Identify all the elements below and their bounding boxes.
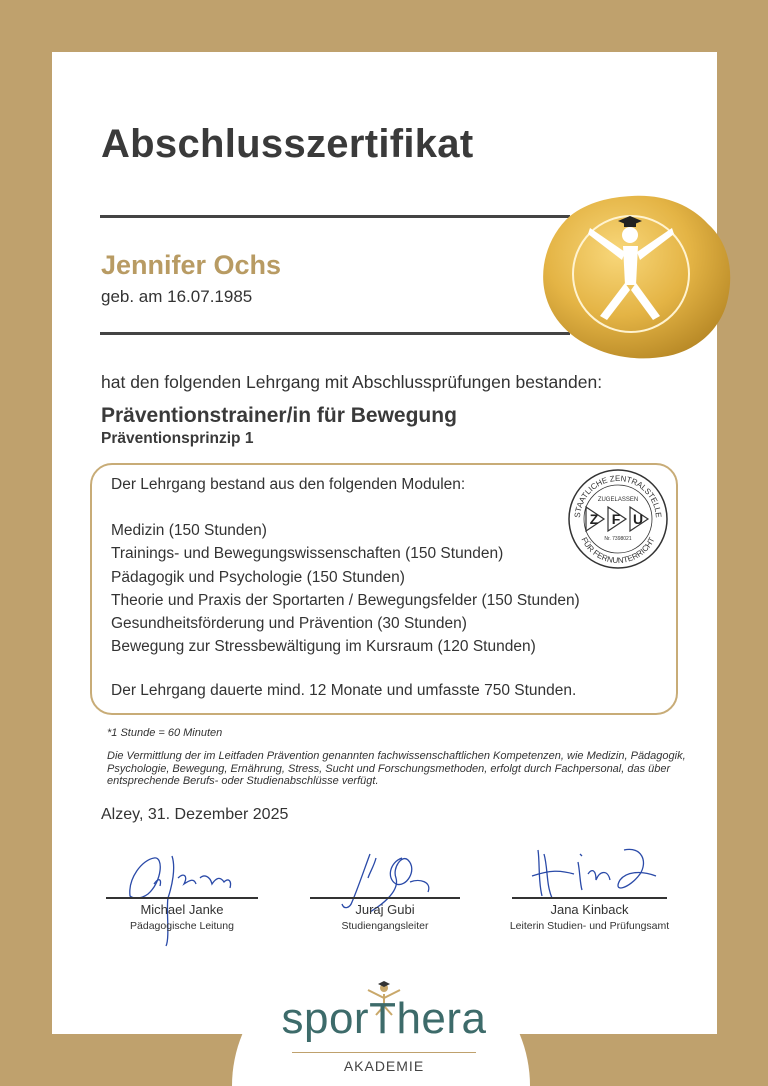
course-duration: Der Lehrgang dauerte mind. 12 Monate und umfasste 750 Stunden. xyxy=(111,682,577,699)
divider-bottom xyxy=(100,332,570,335)
signer-name: Juraj Gubi xyxy=(355,902,415,917)
module-item: Pädagogik und Psychologie (150 Stunden) xyxy=(111,568,405,586)
module-item: Bewegung zur Stressbewältigung im Kursraum (120 Stunden) xyxy=(111,638,536,656)
zfu-zugelassen: ZUGELASSEN xyxy=(597,497,639,503)
signature-line xyxy=(512,897,667,899)
signer-role: Studiengangsleiter xyxy=(341,920,429,932)
signer-name: Michael Janke xyxy=(140,902,224,917)
wax-seal-icon xyxy=(530,190,735,360)
modules-intro: Der Lehrgang bestand aus den folgenden Modulen: xyxy=(111,476,466,493)
recipient-name: Jennifer Ochs xyxy=(101,250,282,280)
signature-line xyxy=(106,897,258,899)
brand-logo: sporThera xyxy=(281,994,487,1043)
modules-list xyxy=(111,519,580,659)
zfu-letter: F xyxy=(611,511,621,527)
signature-line xyxy=(310,897,460,899)
passed-statement: hat den folgenden Lehrgang mit Abschlussprüfungen bestanden: xyxy=(101,372,603,392)
course-title: Präventionstrainer/in für Bewegung xyxy=(101,404,457,427)
zfu-arc-top-path: STAATLICHE ZENTRALSTELLE xyxy=(572,473,664,519)
module-item: Medizin (150 Stunden) xyxy=(111,522,267,539)
place-and-date: Alzey, 31. Dezember 2025 xyxy=(101,806,289,823)
hour-footnote: *1 Stunde = 60 Minuten xyxy=(107,727,223,739)
module-item: Theorie und Praxis der Sportarten / Bewegungsfelder (150 Stunden) xyxy=(111,591,580,609)
zfu-seal-icon xyxy=(566,467,670,571)
divider-top xyxy=(100,215,570,218)
logo-divider xyxy=(292,1052,476,1053)
signer-role: Leiterin Studien- und Prüfungsamt xyxy=(509,920,670,932)
brand-subtitle: AKADEMIE xyxy=(343,1058,425,1074)
signature-kinback-icon xyxy=(530,840,660,904)
birth-date: geb. am 16.07.1985 xyxy=(101,287,253,306)
course-subtitle: Präventionsprinzip 1 xyxy=(101,430,254,447)
zfu-letter: Z xyxy=(589,511,599,527)
zfu-arc-bottom: FÜR FERNUNTERRICHT xyxy=(579,535,657,566)
certificate-title: Abschlusszertifikat xyxy=(101,122,474,166)
competence-disclaimer: Die Vermittlung der im Leitfaden Prävention genannten fachwissenschaftlichen Kompetenzen, wie Medizin, Pädagogik, Psychologie, Bewegung, Ernährung, Stress, Sucht und Forschungsmethoden, erfolgt durch Fachpersonal, das über entsprechende Berufs- oder Studienabschlüsse verfügt. xyxy=(107,750,686,787)
module-item: Gesundheitsförderung und Prävention (30 Stunden) xyxy=(111,615,467,633)
module-item: Trainings- und Bewegungswissenschaften (150 Stunden) xyxy=(111,545,504,563)
signer-name: Jana Kinback xyxy=(550,902,629,917)
zfu-number: Nr. 7398021 xyxy=(604,536,632,542)
zfu-letter: U xyxy=(632,511,644,527)
signer-role: Pädagogische Leitung xyxy=(130,920,234,932)
